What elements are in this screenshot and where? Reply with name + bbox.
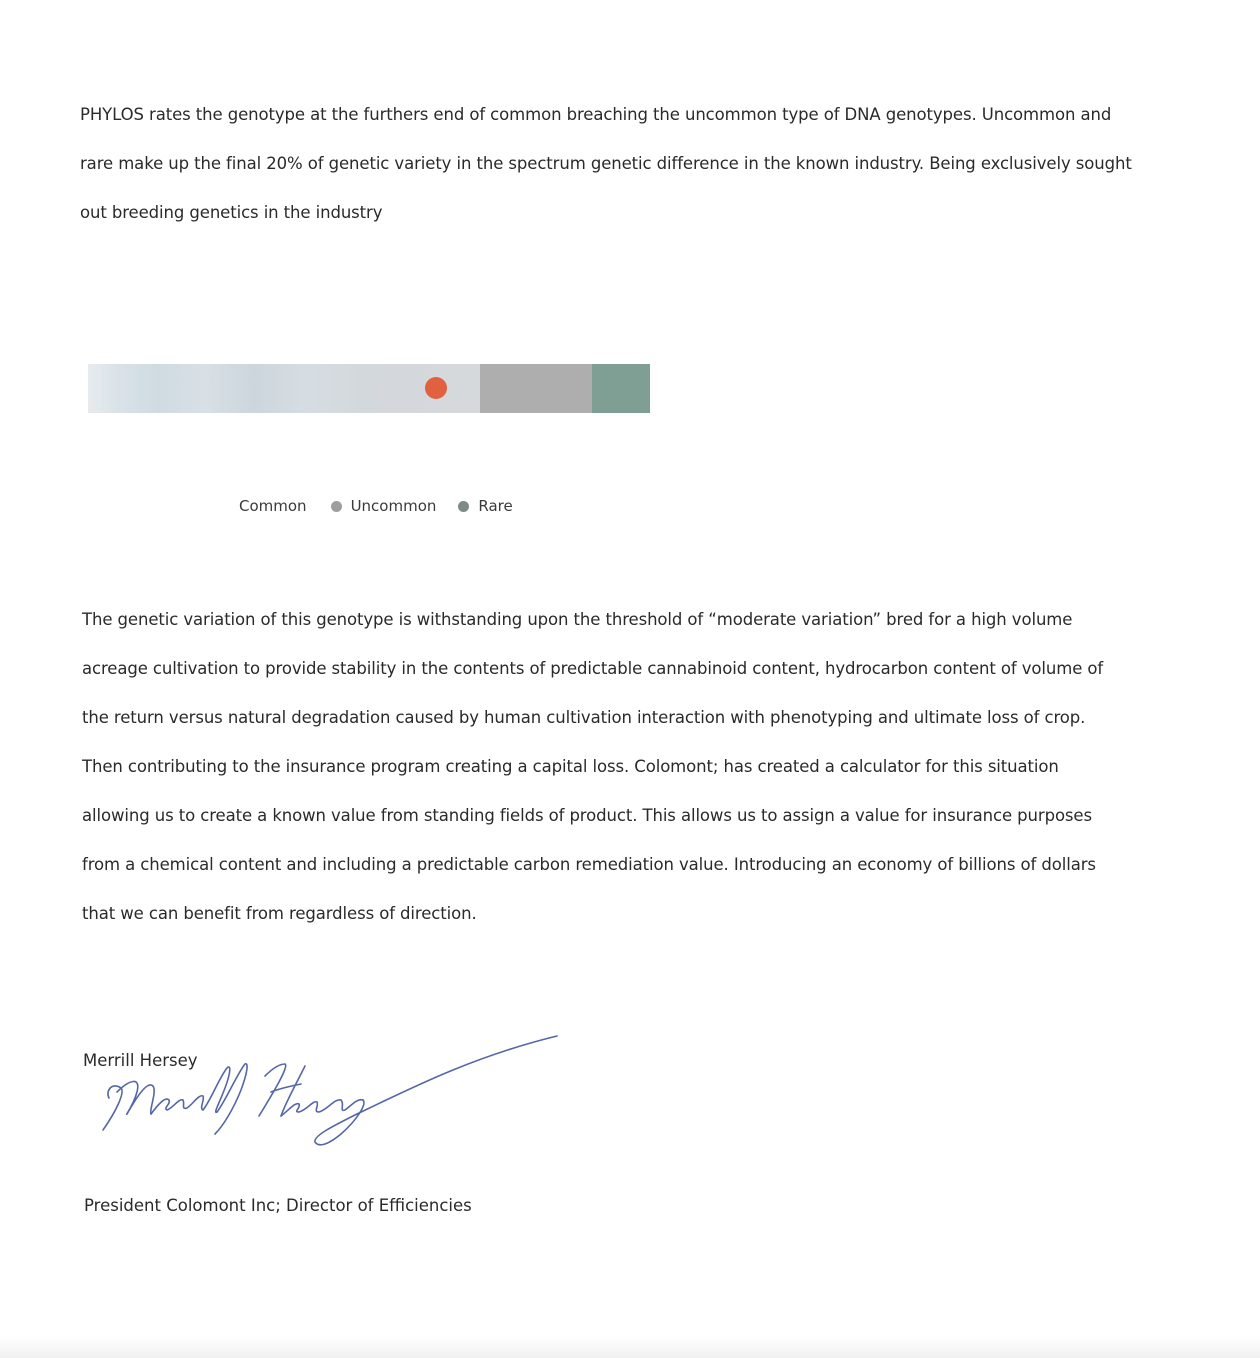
page-bottom-edge <box>0 1336 1260 1358</box>
legend-item-uncommon <box>331 497 437 515</box>
legend-dot-icon <box>331 501 342 512</box>
handwritten-signature <box>95 1030 565 1155</box>
legend-label-rare: Rare <box>478 497 513 515</box>
paragraph-line: The genetic variation of this genotype is withstanding upon the threshold of “moderate variation” bred for a high volume <box>82 610 1073 629</box>
paragraph-line: allowing us to create a known value from standing fields of product. This allows us to assign a value for insurance purposes <box>82 806 1092 825</box>
variation-paragraph <box>82 609 1162 952</box>
legend-item-common <box>239 497 307 515</box>
intro-paragraph <box>80 104 1160 251</box>
paragraph-line: Then contributing to the insurance program creating a capital loss. Colomont; has created a calculator for this situation <box>82 757 1059 776</box>
paragraph-line: acreage cultivation to provide stability in the contents of predictable cannabinoid content, hydrocarbon content of volume of <box>82 659 1104 678</box>
genotype-spectrum-bar <box>88 364 650 413</box>
signer-name: Merrill Hersey <box>83 1051 198 1070</box>
legend-label-common: Common <box>239 497 307 515</box>
legend-item-rare <box>458 497 512 515</box>
paragraph-line: PHYLOS rates the genotype at the furthers end of common breaching the uncommon type of DNA genotypes. Uncommon and <box>80 105 1112 124</box>
paragraph-line: from a chemical content and including a predictable carbon remediation value. Introducing an economy of billions of dollars <box>82 855 1096 874</box>
paragraph-line: rare make up the final 20% of genetic variety in the spectrum genetic difference in the known industry. Being exclusively sought <box>80 154 1132 173</box>
rare-segment <box>592 364 650 413</box>
common-segment <box>88 364 480 413</box>
uncommon-segment <box>480 364 592 413</box>
spectrum-legend <box>239 495 513 517</box>
legend-label-uncommon: Uncommon <box>350 497 437 515</box>
signer-title: President Colomont Inc; Director of Efficiencies <box>84 1196 472 1215</box>
paragraph-line: that we can benefit from regardless of direction. <box>82 904 477 923</box>
legend-dot-icon <box>458 501 469 512</box>
paragraph-line: out breeding genetics in the industry <box>80 203 383 222</box>
paragraph-line: the return versus natural degradation caused by human cultivation interaction with phenotyping and ultimate loss of crop. <box>82 708 1086 727</box>
